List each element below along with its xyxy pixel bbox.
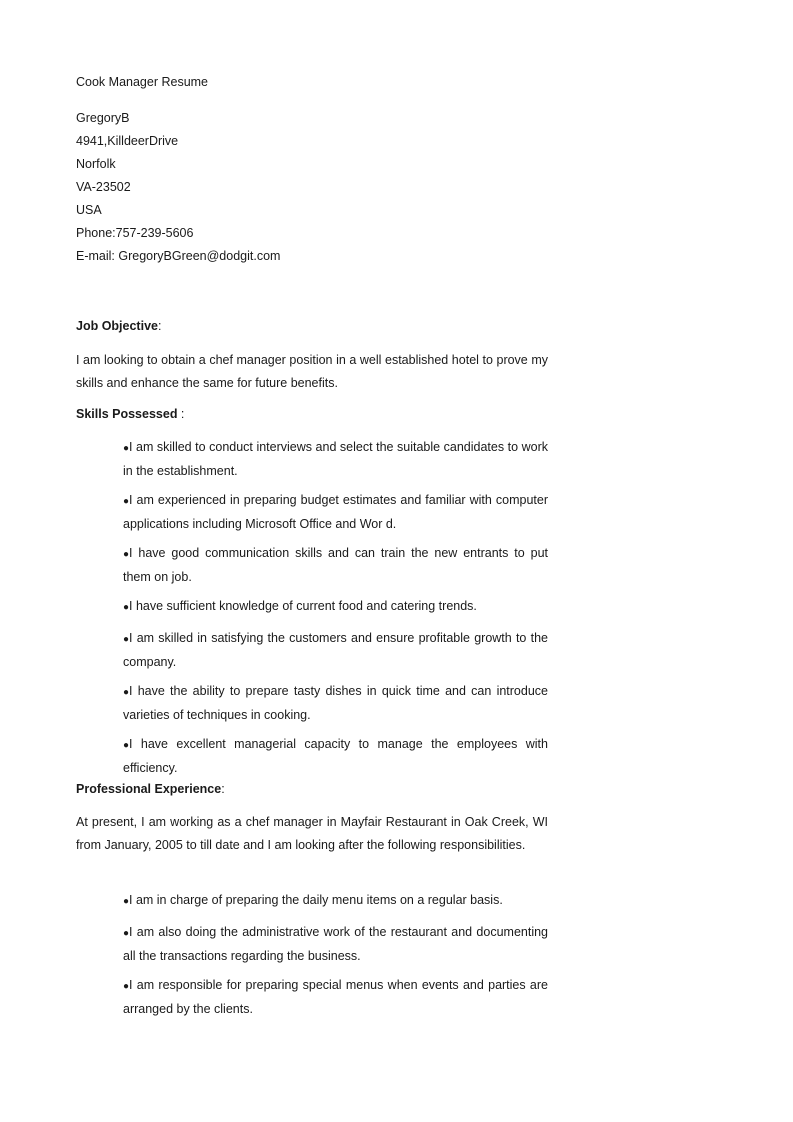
list-item-text: I am in charge of preparing the daily menu items on a regular basis. [129,893,503,907]
experience-list [123,889,548,1027]
experience-heading-text: Professional Experience [76,782,222,796]
skills-heading-text: Skills Possessed [76,407,178,421]
experience-colon: : [221,782,225,796]
experience-text: At present, I am working as a chef manager in Mayfair Restaurant in Oak Creek, WI from January, 2005 to till date and I am looking after the following responsibilities. [76,815,548,852]
skills-colon: : [177,407,185,421]
list-item [123,680,548,727]
job-objective-heading [76,319,161,333]
bullet-icon: ● [123,443,130,454]
list-item-text: I have good communication skills and can train the new entrants to put them on job. [123,546,548,584]
list-item [123,733,548,780]
list-item-text: I am responsible for preparing special menus when events and parties are arranged by the clients. [123,978,548,1016]
contact-street: 4941,KilldeerDrive [76,134,179,148]
job-objective-heading-text: Job Objective [76,319,158,333]
list-item-text: I am skilled in satisfying the customers and ensure profitable growth to the company. [123,631,548,669]
skills-list [123,436,548,786]
list-item-text: I have the ability to prepare tasty dishes in quick time and can introduce varieties of techniques in cooking. [123,684,548,722]
document-title: Cook Manager Resume [76,75,209,89]
list-item [123,921,548,968]
list-item [123,889,548,913]
list-item-text: I have sufficient knowledge of current food and catering trends. [129,599,477,613]
bullet-icon: ● [123,602,130,613]
list-item-text: I am skilled to conduct interviews and select the suitable candidates to work in the establishment. [123,440,548,478]
bullet-icon: ● [123,549,130,560]
list-item-text: I have excellent managerial capacity to manage the employees with efficiency. [123,737,548,775]
bullet-icon: ● [123,740,130,751]
list-item [123,595,548,619]
contact-city: Norfolk [76,157,116,171]
bullet-icon: ● [123,981,130,992]
skills-heading [76,407,184,421]
contact-name: GregoryB [76,111,130,125]
bullet-icon: ● [123,896,130,907]
bullet-icon: ● [123,496,130,507]
list-item [123,489,548,536]
job-objective-text: I am looking to obtain a chef manager position in a well established hotel to prove my skills and enhance the same for future benefits. [76,353,548,390]
bullet-icon: ● [123,634,130,645]
list-item [123,436,548,483]
list-item [123,974,548,1021]
job-objective-colon: : [157,319,162,333]
contact-email: E-mail: GregoryBGreen@dodgit.com [76,249,281,263]
contact-phone: Phone:757-239-5606 [76,226,194,240]
experience-heading [76,782,225,796]
list-item-text: I am also doing the administrative work of the restaurant and documenting all the transactions regarding the business. [123,925,548,963]
bullet-icon: ● [123,928,130,939]
list-item [123,627,548,674]
list-item-text: I am experienced in preparing budget estimates and familiar with computer applications including Microsoft Office and Wor d. [123,493,548,531]
bullet-icon: ● [123,687,130,698]
contact-block [76,107,280,268]
contact-state-zip: VA-23502 [76,180,131,194]
contact-country: USA [76,203,102,217]
list-item [123,542,548,589]
